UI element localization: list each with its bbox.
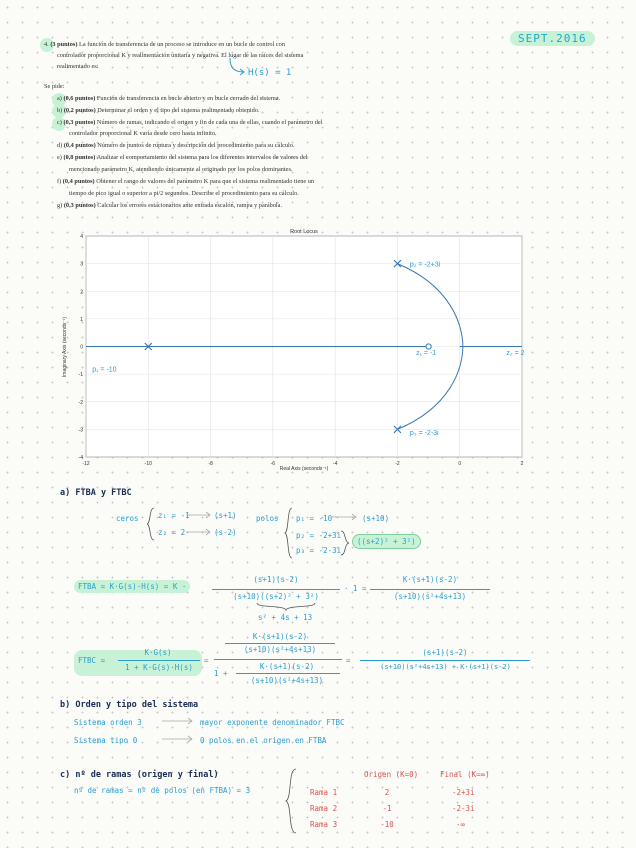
ftbc-fraction-bar — [118, 660, 200, 661]
x-tick-label: -6 — [270, 461, 276, 467]
problem-intro-3: realimentado es: — [57, 63, 99, 70]
zero-mark — [426, 344, 431, 349]
y-tick-label: 0 — [80, 344, 83, 351]
ftbc-result-den: (s+10)(s²+4s+13) + K·(s+1)(s-2) — [380, 663, 511, 671]
ceros-brace-icon — [146, 507, 156, 541]
ftba-result-bar — [370, 589, 490, 590]
ftbc-mid-den-one: 1 + — [214, 669, 228, 678]
x-tick-label: -2 — [395, 461, 400, 467]
branch-1-name: Rama 1 — [310, 788, 338, 797]
branch-3-name: Rama 3 — [310, 820, 338, 829]
ftbc-result-num: (s+1)(s-2) — [422, 648, 468, 657]
ftba-num: (s+1)(s-2) — [253, 575, 299, 584]
zero-1-factor: (s+1) — [214, 511, 237, 520]
item-f: f) (0,4 puntos) Obtener el rango de valores del parámetro K para que el sistema realimentado tiene un — [57, 178, 315, 185]
pair-brace-icon — [340, 530, 350, 556]
zero-2-factor: (s-2) — [214, 528, 237, 537]
section-b-title: b) Orden y tipo del sistema — [60, 700, 199, 710]
expanded-quadratic: s² + 4s + 13 — [258, 613, 313, 622]
order-line-a: Sistema orden 3 — [74, 718, 142, 727]
item-g: g) (0,3 puntos) Calcular los errores estacionarios ante entrada escalón, rampa y parábola. — [57, 202, 283, 209]
item-c-cont: controlador proporcional K varía desde cero hasta infinito. — [69, 130, 217, 137]
y-tick-label: 1 — [80, 316, 83, 323]
pole-2: p₂ = -2+3i — [296, 531, 342, 540]
branch-2-final: -2-3i — [452, 804, 475, 813]
ceros-label: ceros — [116, 514, 139, 523]
root-locus-chart — [58, 222, 538, 478]
ftba-den: (s+10)((s+2)² + 3²) — [233, 592, 319, 601]
branch-1-origin: 2 — [384, 788, 390, 797]
branches-line: nº de ramas = nº de polos (en FTBA) = 3 — [74, 786, 251, 795]
branch-2-name: Rama 2 — [310, 804, 338, 813]
annotation-p2: p₂ = -2+3i — [409, 261, 441, 269]
problem-points: (3 puntos) — [50, 41, 78, 48]
zero-1: z₁ = -1 — [158, 511, 190, 520]
x-tick-label: -10 — [144, 461, 152, 467]
branch-1-final: -2+3i — [452, 788, 475, 797]
y-tick-label: -1 — [78, 372, 83, 379]
y-axis-label: Imaginary Axis (seconds⁻¹) — [62, 316, 68, 378]
x-tick-label: -12 — [82, 461, 90, 467]
item-d: d) (0,4 puntos) Número de puntos de ruptura y descripción del procedimiento para su cálculo. — [57, 142, 295, 149]
y-tick-label: -3 — [78, 427, 83, 434]
branches-brace-icon — [284, 768, 298, 834]
ftbc-mid-den-bar — [236, 673, 340, 674]
problem-statement — [44, 39, 384, 50]
x-tick-label: -8 — [208, 461, 213, 467]
x-tick-label: 2 — [520, 461, 524, 467]
branch-3-final: -∞ — [456, 820, 466, 829]
ftbc-mid-den-num: K·(s+1)(s-2) — [259, 662, 315, 671]
y-tick-label: 2 — [80, 289, 83, 296]
type-line-a: Sistema tipo 0 — [74, 736, 138, 745]
ftba-label: FTBA = K·G(s)·H(s) = K · — [74, 580, 190, 593]
annotation-p3: p₃ = -2-3i — [409, 429, 439, 437]
problem-intro-1: La función de transferencia de un proceso se introduce en un bucle de control con — [79, 41, 285, 48]
ftbc-label: FTBC = — [78, 656, 106, 665]
pole-3: p₃ = -2-3i — [296, 546, 342, 555]
date-tag: SEPT.2016 — [510, 31, 595, 46]
polos-label: polos — [256, 514, 279, 523]
item-e-cont: mencionado parámetro K, atendiendo únicamente al originado por los polos dominantes. — [69, 166, 293, 173]
x-tick-label: 0 — [458, 461, 462, 467]
annotation-z1: z₁ = -1 — [416, 349, 437, 357]
ftba-result-den: (s+10)(s²+4s+13) — [393, 592, 467, 601]
item-f-cont: tiempo de pico igual o superior a pi/2 segundos. Describe el procedimiento para su cálculo. — [69, 190, 299, 197]
underbrace-icon — [256, 602, 316, 612]
h-note: H(s) = 1 — [248, 68, 292, 78]
item-a: a) (0,6 puntos) Función de transferencia en bucle abierto y en bucle cerrado del sistema. — [57, 95, 281, 102]
pair-factor: ((s+2)² + 3²) — [352, 534, 421, 549]
branch-3-origin: -10 — [380, 820, 394, 829]
item-c: c) (0,3 puntos) Número de ramas, indicando el origen y fin de cada una de ellas, cuando el parámetro del — [57, 119, 323, 126]
ftbc-eq-2: = — [346, 656, 351, 665]
col-final: Final (K=∞) — [440, 770, 490, 779]
ftba-fraction-bar — [212, 589, 340, 590]
ftbc-mid-num-bar — [225, 643, 335, 644]
pole-1: p₁ = -10 — [296, 514, 333, 523]
y-tick-label: 3 — [80, 261, 83, 268]
branch-2-origin: -1 — [382, 804, 392, 813]
type-line-b: 0 polos en el origen en FTBA — [200, 736, 327, 745]
x-tick-label: -4 — [332, 461, 338, 467]
ftbc-result-bar — [360, 660, 530, 661]
zero-2: z₂ = 2 — [158, 528, 186, 537]
ftbc-mid-den-den: (s+10)(s²+4s+13) — [250, 676, 324, 685]
ftbc-eq-1: = — [204, 656, 209, 665]
note-arrow-icon — [228, 56, 248, 76]
annotation-p1: p₁ = -10 — [92, 366, 117, 374]
ftbc-den: 1 + K·G(s)·H(s) — [125, 663, 193, 672]
ftbc-mid-main-bar — [214, 659, 342, 660]
ftba-times: · 1 = — [344, 584, 367, 593]
ftba-result-num: K·(s+1)(s-2) — [402, 575, 458, 584]
ftbc-num: K·G(s) — [144, 648, 172, 657]
y-tick-label: -2 — [78, 399, 83, 406]
item-b: b) (0,2 puntos) Determinar el orden y el tipo del sistema realimentado obtenido. — [57, 107, 260, 114]
order-arrow-icon — [160, 716, 196, 726]
order-line-b: mayor exponente denominador FTBC — [200, 718, 345, 727]
annotation-z2: z₂ = 2 — [506, 349, 525, 357]
problem-intro-2: controlador proporcional K y realimentación unitaria y negativa. El lugar de las raíces del sistema — [57, 52, 304, 59]
x-axis-label: Real Axis (seconds⁻¹) — [279, 466, 329, 472]
section-a-title: a) FTBA y FTBC — [60, 488, 132, 498]
problem-asks: Se pide: — [44, 83, 65, 90]
problem-number: 4. — [44, 41, 49, 48]
pole-1-arrow-icon — [330, 512, 360, 522]
item-e: e) (0,8 puntos) Analizar el comportamiento del sistema para los diferentes intervalos de valores del — [57, 154, 308, 161]
section-c-title: c) nº de ramas (origen y final) — [60, 770, 219, 780]
polos-brace-icon — [284, 507, 294, 559]
pole-1-factor: (s+10) — [362, 514, 390, 523]
y-tick-label: 4 — [80, 234, 83, 240]
type-arrow-icon — [160, 734, 196, 744]
col-origin: Origen (K=0) — [364, 770, 419, 779]
ftbc-mid-num-den: (s+10)(s²+4s+13) — [243, 645, 317, 654]
chart-title: Root Locus — [290, 229, 318, 235]
ceros-arrows-icon — [184, 510, 214, 540]
y-tick-label: -4 — [78, 455, 83, 461]
ftbc-mid-num-num: K·(s+1)(s-2) — [252, 632, 308, 641]
